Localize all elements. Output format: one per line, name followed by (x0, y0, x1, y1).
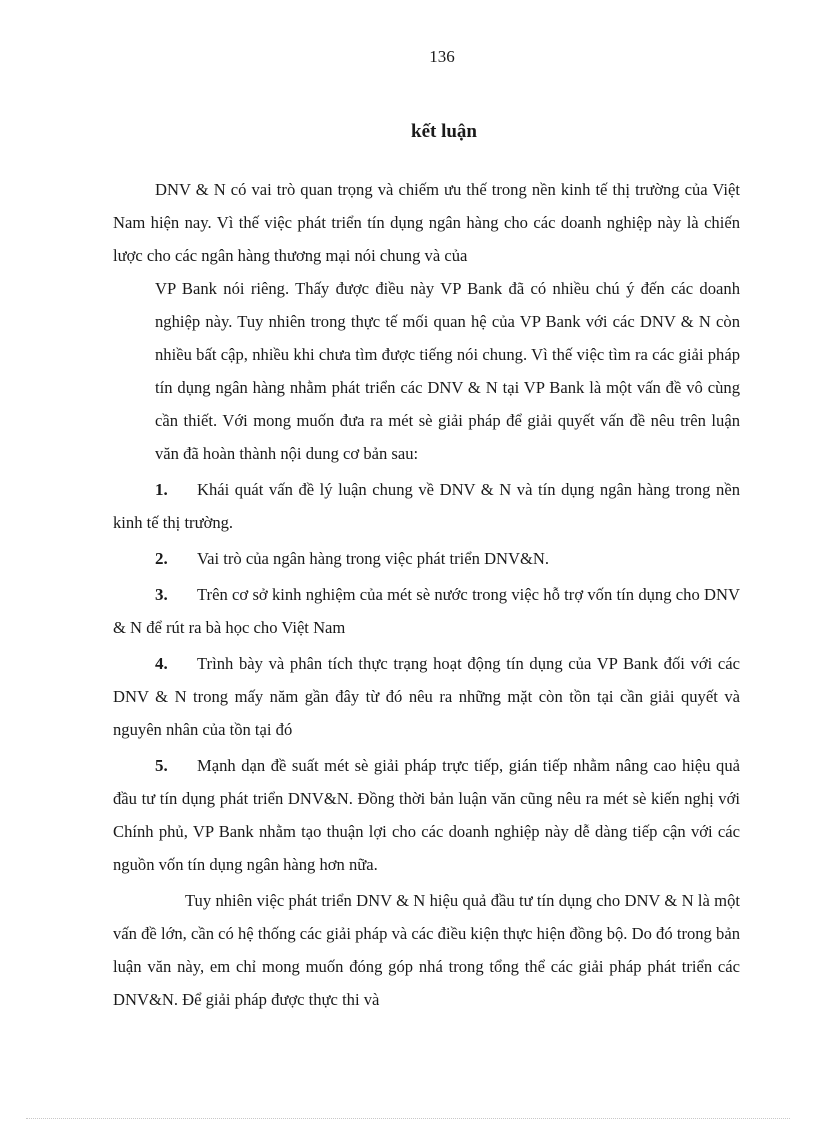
list-text: Vai trò của ngân hàng trong việc phát triển DNV&N. (197, 549, 550, 568)
list-number: 4. (155, 654, 168, 673)
document-body (113, 173, 740, 1016)
list-number: 3. (155, 585, 168, 604)
list-text: Trên cơ sở kinh nghiệm của mét sè nước trong việc hỗ trợ vốn tín dụng cho DNV & N để rút ra bà học cho Việt Nam (113, 585, 740, 637)
list-item-3 (113, 578, 740, 644)
intro-paragraph: DNV & N có vai trò quan trọng và chiếm ưu thế trong nền kinh tế thị trường của Việt Nam hiện nay. Vì thế việc phát triển tín dụng ngân hàng cho các doanh nghiệp này là chiến lược cho các ngân hàng thương mại nói chung và của (113, 180, 740, 265)
list-text: Mạnh dạn đề suất mét sè giải pháp trực tiếp, gián tiếp nhằm nâng cao hiệu quả đầu tư tín dụng phát triển DNV&N. Đồng thời bản luận văn cũng nêu ra mét sè kiến nghị với Chính phủ, VP Bank nhằm tạo thuận lợi cho các doanh nghiệp này dễ dàng tiếp cận với các nguồn vốn tín dụng ngân hàng hơn nữa. (113, 756, 740, 874)
page-bottom-divider (26, 1118, 790, 1119)
page-number: 136 (429, 47, 455, 66)
list-item-1 (113, 473, 740, 539)
list-item-5 (113, 749, 740, 881)
page-title: kết luận (411, 121, 477, 142)
list-number: 2. (155, 549, 168, 568)
list-number: 5. (155, 756, 168, 775)
list-text: Trình bày và phân tích thực trạng hoạt động tín dụng của VP Bank đối với các DNV & N trong mấy năm gần đây từ đó nêu ra những mặt còn tồn tại cần giải quyết và nguyên nhân của tồn tại đó (113, 654, 740, 739)
list-text: Khái quát vấn đề lý luận chung về DNV & N và tín dụng ngân hàng trong nền kinh tế thị trường. (113, 480, 740, 532)
intro-paragraph-continued: VP Bank nói riêng. Thấy được điều này VP Bank đã có nhiều chú ý đến các doanh nghiệp này. Tuy nhiên trong thực tế mối quan hệ của VP Bank với các DNV & N còn nhiều bất cập, nhiều khi chưa tìm được tiếng nói chung. Vì thế việc tìm ra các giải pháp tín dụng ngân hàng nhằm phát triển các DNV & N tại VP Bank là một vấn đề vô cùng cần thiết. Với mong muốn đưa ra mét sè giải pháp để giải quyết vấn đề nêu trên luận văn đã hoàn thành nội dung cơ bản sau: (155, 279, 740, 463)
list-number: 1. (155, 480, 168, 499)
list-item-4 (113, 647, 740, 746)
list-item-2 (113, 542, 740, 575)
closing-paragraph: Tuy nhiên việc phát triển DNV & N hiệu quả đầu tư tín dụng cho DNV & N là một vấn đề lớn, cần có hệ thống các giải pháp và các điều kiện thực hiện đồng bộ. Do đó trong bản luận văn này, em chỉ mong muốn đóng góp nhá trong tổng thể các giải pháp phát triển các DNV&N. Để giải pháp được thực thi và (113, 891, 740, 1009)
